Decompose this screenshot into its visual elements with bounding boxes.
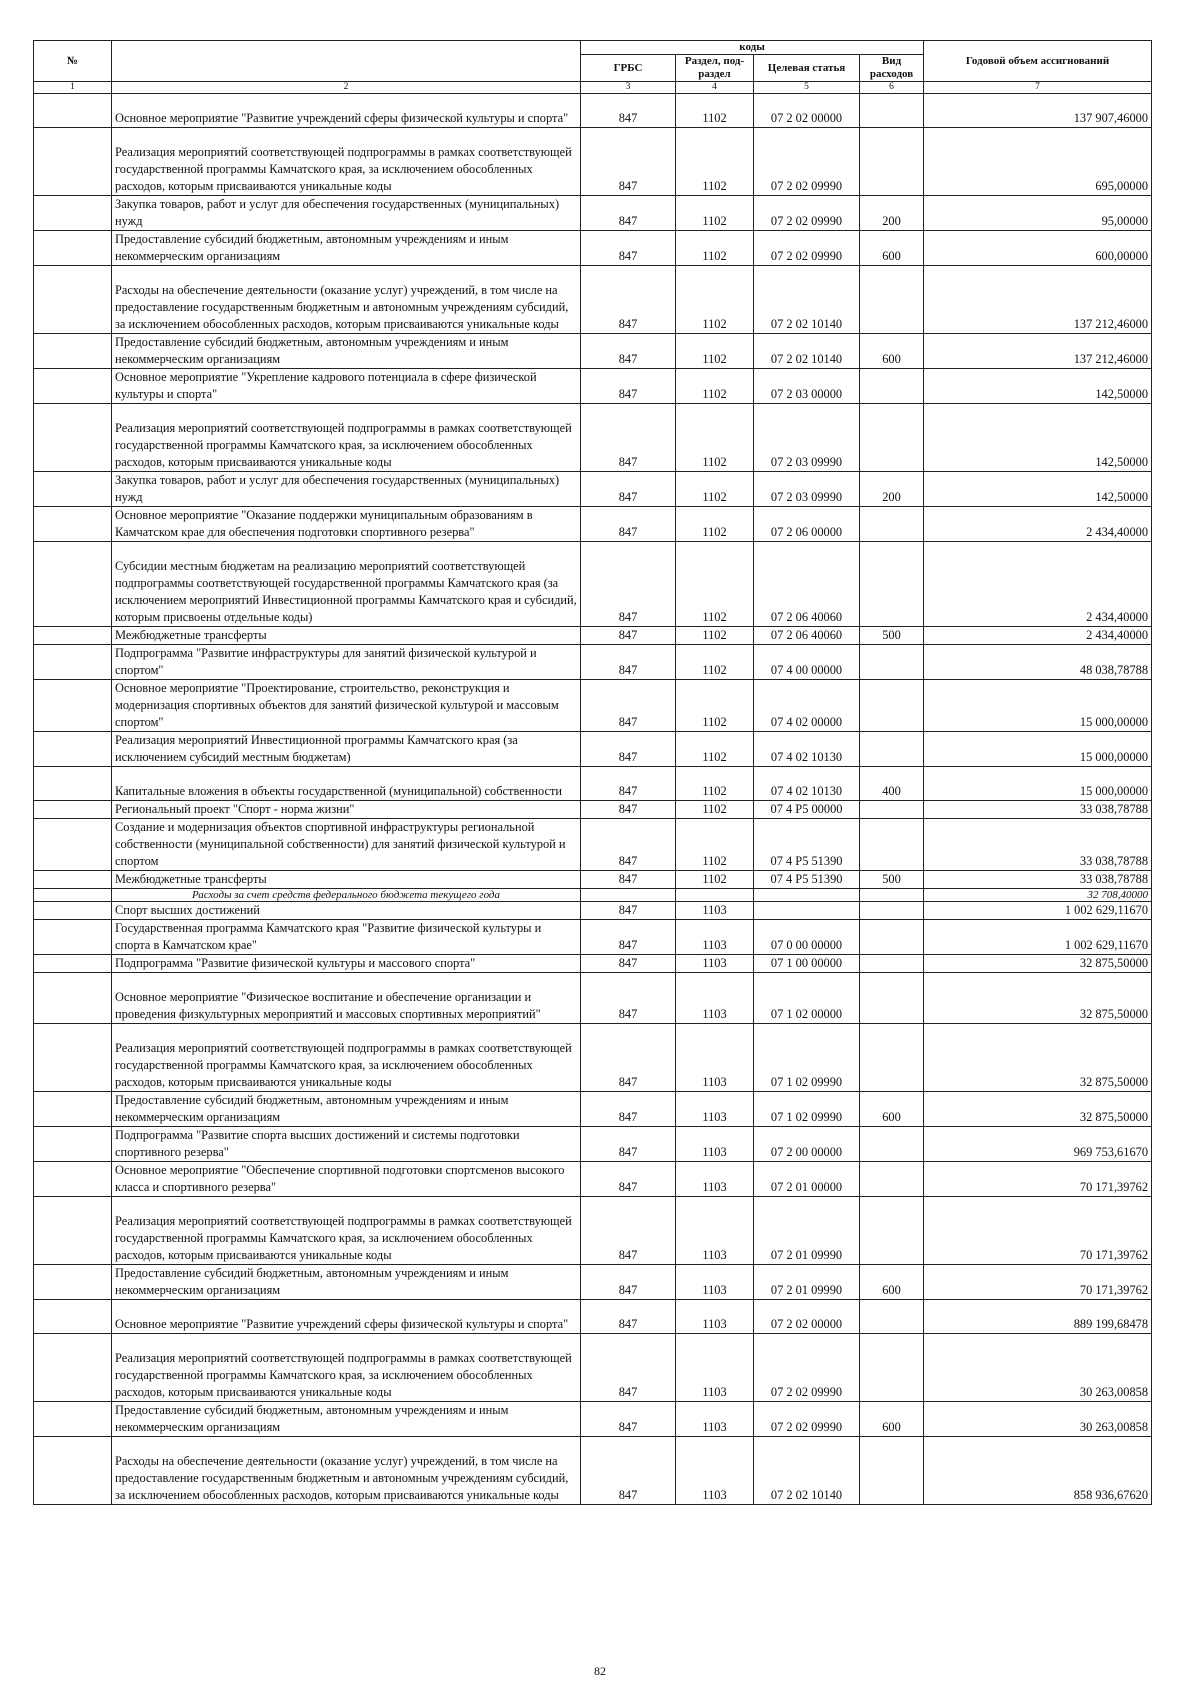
row-grbs: 847: [581, 542, 676, 627]
row-expense-type: [860, 955, 924, 973]
row-grbs: 847: [581, 1300, 676, 1334]
row-amount: 30 263,00858: [924, 1334, 1152, 1402]
row-expense-type: [860, 1162, 924, 1197]
row-section: 1103: [676, 1300, 754, 1334]
no-cell: [34, 767, 112, 801]
row-section: 1103: [676, 1437, 754, 1505]
row-target: 07 1 02 09990: [754, 1092, 860, 1127]
table-row: [34, 767, 1152, 801]
table-row: [34, 627, 1152, 645]
row-section: 1102: [676, 231, 754, 266]
row-target: 07 2 02 09990: [754, 196, 860, 231]
row-expense-type: [860, 94, 924, 128]
row-grbs: 847: [581, 680, 676, 732]
row-section: 1103: [676, 1334, 754, 1402]
row-expense-type: [860, 128, 924, 196]
table-row: [34, 920, 1152, 955]
row-grbs: 847: [581, 801, 676, 819]
row-grbs: [581, 889, 676, 902]
row-target: 07 2 02 10140: [754, 1437, 860, 1505]
row-name: Капитальные вложения в объекты государственной (муниципальной) собственности: [112, 767, 581, 801]
table-row: [34, 902, 1152, 920]
row-target: [754, 889, 860, 902]
column-numbers-row: [34, 82, 1152, 94]
no-cell: [34, 627, 112, 645]
row-name: Межбюджетные трансферты: [112, 871, 581, 889]
no-cell: [34, 889, 112, 902]
row-amount: 32 875,50000: [924, 973, 1152, 1024]
no-cell: [34, 902, 112, 920]
row-grbs: 847: [581, 369, 676, 404]
no-cell: [34, 507, 112, 542]
row-expense-type: [860, 902, 924, 920]
row-name: Закупка товаров, работ и услуг для обеспечения государственных (муниципальных) нужд: [112, 472, 581, 507]
row-name: Подпрограмма "Развитие спорта высших достижений и системы подготовки спортивного резерва": [112, 1127, 581, 1162]
row-target: 07 2 03 00000: [754, 369, 860, 404]
row-name: Предоставление субсидий бюджетным, автономным учреждениям и иным некоммерческим организациям: [112, 231, 581, 266]
row-section: 1103: [676, 1162, 754, 1197]
no-cell: [34, 542, 112, 627]
row-name: Основное мероприятие "Обеспечение спортивной подготовки спортсменов высокого класса и спортивного резерва": [112, 1162, 581, 1197]
row-section: 1103: [676, 955, 754, 973]
no-cell: [34, 369, 112, 404]
row-expense-type: [860, 1437, 924, 1505]
no-cell: [34, 801, 112, 819]
row-section: 1103: [676, 920, 754, 955]
row-grbs: 847: [581, 231, 676, 266]
table-row: [34, 196, 1152, 231]
row-expense-type: 600: [860, 231, 924, 266]
row-expense-type: [860, 369, 924, 404]
no-cell: [34, 472, 112, 507]
row-expense-type: [860, 732, 924, 767]
row-amount: 858 936,67620: [924, 1437, 1152, 1505]
no-cell: [34, 819, 112, 871]
row-section: 1103: [676, 1024, 754, 1092]
row-grbs: 847: [581, 94, 676, 128]
row-expense-type: 400: [860, 767, 924, 801]
row-expense-type: 600: [860, 1265, 924, 1300]
row-grbs: 847: [581, 1402, 676, 1437]
table-row: [34, 404, 1152, 472]
row-section: 1102: [676, 334, 754, 369]
row-name: Спорт высших достижений: [112, 902, 581, 920]
table-row: [34, 369, 1152, 404]
budget-sheet: [33, 40, 1151, 1614]
row-name: Подпрограмма "Развитие инфраструктуры для занятий физической культурой и спортом": [112, 645, 581, 680]
header-codes: коды: [581, 41, 924, 55]
row-expense-type: [860, 1024, 924, 1092]
row-section: 1102: [676, 196, 754, 231]
table-row: [34, 1162, 1152, 1197]
row-amount: 30 263,00858: [924, 1402, 1152, 1437]
row-amount: 137 907,46000: [924, 94, 1152, 128]
row-section: [676, 889, 754, 902]
row-expense-type: [860, 801, 924, 819]
no-cell: [34, 1092, 112, 1127]
table-row: [34, 1334, 1152, 1402]
row-grbs: 847: [581, 732, 676, 767]
row-name: Расходы за счет средств федерального бюджета текущего года: [112, 889, 581, 902]
row-name: Реализация мероприятий соответствующей подпрограммы в рамках соответствующей государственной программы Камчатского края, за исключением обособленных расходов, которым присваиваются уникальные коды: [112, 1334, 581, 1402]
row-expense-type: [860, 645, 924, 680]
row-name: Реализация мероприятий соответствующей подпрограммы в рамках соответствующей государственной программы Камчатского края, за исключением обособленных расходов, которым присваиваются уникальные коды: [112, 1024, 581, 1092]
row-target: 07 4 P5 00000: [754, 801, 860, 819]
column-number: 4: [676, 82, 754, 94]
row-amount: 2 434,40000: [924, 507, 1152, 542]
row-target: 07 2 01 09990: [754, 1197, 860, 1265]
row-target: 07 2 02 00000: [754, 1300, 860, 1334]
row-target: 07 2 06 40060: [754, 627, 860, 645]
row-expense-type: [860, 542, 924, 627]
row-name: Предоставление субсидий бюджетным, автономным учреждениям и иным некоммерческим организациям: [112, 334, 581, 369]
header-section: Раздел, под-раздел: [676, 55, 754, 82]
table-row: [34, 1024, 1152, 1092]
table-row: [34, 680, 1152, 732]
row-grbs: 847: [581, 128, 676, 196]
row-expense-type: [860, 1300, 924, 1334]
row-expense-type: 200: [860, 472, 924, 507]
row-expense-type: [860, 1197, 924, 1265]
column-number: 6: [860, 82, 924, 94]
row-expense-type: 600: [860, 1402, 924, 1437]
row-amount: 2 434,40000: [924, 542, 1152, 627]
table-row: [34, 1437, 1152, 1505]
table-row: [34, 542, 1152, 627]
header-annual: Годовой объем ассигнований: [924, 41, 1152, 82]
row-section: 1102: [676, 128, 754, 196]
row-section: 1102: [676, 767, 754, 801]
row-name: Реализация мероприятий соответствующей подпрограммы в рамках соответствующей государственной программы Камчатского края, за исключением обособленных расходов, которым присваиваются уникальные коды: [112, 1197, 581, 1265]
row-amount: 1 002 629,11670: [924, 920, 1152, 955]
row-target: 07 4 02 00000: [754, 680, 860, 732]
table-row: [34, 645, 1152, 680]
row-amount: 32 875,50000: [924, 955, 1152, 973]
table-row: [34, 472, 1152, 507]
row-amount: 95,00000: [924, 196, 1152, 231]
row-expense-type: [860, 507, 924, 542]
row-grbs: 847: [581, 334, 676, 369]
row-amount: 70 171,39762: [924, 1197, 1152, 1265]
row-target: 07 1 02 09990: [754, 1024, 860, 1092]
row-amount: 32 708,40000: [924, 889, 1152, 902]
no-cell: [34, 920, 112, 955]
row-section: 1103: [676, 1402, 754, 1437]
row-target: 07 2 02 09990: [754, 1334, 860, 1402]
no-cell: [34, 1300, 112, 1334]
row-grbs: 847: [581, 1265, 676, 1300]
row-section: 1102: [676, 801, 754, 819]
row-amount: 1 002 629,11670: [924, 902, 1152, 920]
row-target: 07 1 00 00000: [754, 955, 860, 973]
row-name: Основное мероприятие "Развитие учреждений сферы физической культуры и спорта": [112, 94, 581, 128]
table-row: [34, 1402, 1152, 1437]
row-name: Предоставление субсидий бюджетным, автономным учреждениям и иным некоммерческим организациям: [112, 1265, 581, 1300]
row-section: 1102: [676, 507, 754, 542]
row-name: Государственная программа Камчатского края "Развитие физической культуры и спорта в Камчатском крае": [112, 920, 581, 955]
column-number: 7: [924, 82, 1152, 94]
table-row: [34, 94, 1152, 128]
row-amount: 137 212,46000: [924, 266, 1152, 334]
row-section: 1103: [676, 1127, 754, 1162]
row-amount: 32 875,50000: [924, 1024, 1152, 1092]
row-grbs: 847: [581, 902, 676, 920]
row-target: 07 2 02 09990: [754, 1402, 860, 1437]
row-section: 1102: [676, 94, 754, 128]
row-name: Субсидии местным бюджетам на реализацию мероприятий соответствующей подпрограммы соответствующей государственной программы Камчатского края (за исключением мероприятий Инвестиционной программы Камчатского края и субсидий, которым присвоены отдельные коды): [112, 542, 581, 627]
table-row: [34, 507, 1152, 542]
row-section: 1102: [676, 627, 754, 645]
row-section: 1103: [676, 1092, 754, 1127]
no-cell: [34, 973, 112, 1024]
no-cell: [34, 1197, 112, 1265]
header-name: [112, 41, 581, 82]
row-amount: 70 171,39762: [924, 1265, 1152, 1300]
row-target: 07 0 00 00000: [754, 920, 860, 955]
row-expense-type: 600: [860, 334, 924, 369]
table-row: [34, 801, 1152, 819]
column-number: 3: [581, 82, 676, 94]
row-section: 1102: [676, 542, 754, 627]
row-name: Расходы на обеспечение деятельности (оказание услуг) учреждений, в том числе на предоставление государственным бюджетным и автономным учреждениям субсидий, за исключением обособленных расходов, которым присваиваются уникальные коды: [112, 1437, 581, 1505]
table-row: [34, 955, 1152, 973]
row-expense-type: 500: [860, 871, 924, 889]
row-amount: 142,50000: [924, 472, 1152, 507]
row-name: Предоставление субсидий бюджетным, автономным учреждениям и иным некоммерческим организациям: [112, 1092, 581, 1127]
row-expense-type: [860, 1334, 924, 1402]
row-grbs: 847: [581, 196, 676, 231]
row-grbs: 847: [581, 627, 676, 645]
row-name: Региональный проект "Спорт - норма жизни": [112, 801, 581, 819]
row-grbs: 847: [581, 955, 676, 973]
row-amount: 695,00000: [924, 128, 1152, 196]
no-cell: [34, 94, 112, 128]
no-cell: [34, 1127, 112, 1162]
row-expense-type: 600: [860, 1092, 924, 1127]
table-row: [34, 889, 1152, 902]
row-section: 1102: [676, 266, 754, 334]
row-amount: 48 038,78788: [924, 645, 1152, 680]
row-section: 1103: [676, 1197, 754, 1265]
row-target: 07 2 03 09990: [754, 472, 860, 507]
row-section: 1102: [676, 645, 754, 680]
row-amount: 2 434,40000: [924, 627, 1152, 645]
row-target: 07 2 02 09990: [754, 231, 860, 266]
row-target: 07 2 02 10140: [754, 266, 860, 334]
row-name: Расходы на обеспечение деятельности (оказание услуг) учреждений, в том числе на предоставление государственным бюджетным и автономным учреждениям субсидий, за исключением обособленных расходов, которым присваиваются уникальные коды: [112, 266, 581, 334]
row-amount: 15 000,00000: [924, 680, 1152, 732]
row-name: Реализация мероприятий соответствующей подпрограммы в рамках соответствующей государственной программы Камчатского края, за исключением обособленных расходов, которым присваиваются уникальные коды: [112, 404, 581, 472]
table-row: [34, 973, 1152, 1024]
row-grbs: 847: [581, 1024, 676, 1092]
no-cell: [34, 732, 112, 767]
row-expense-type: [860, 404, 924, 472]
no-cell: [34, 680, 112, 732]
no-cell: [34, 1334, 112, 1402]
row-name: Основное мероприятие "Проектирование, строительство, реконструкция и модернизация спортивных объектов для занятий физической культурой и массовым спортом": [112, 680, 581, 732]
row-amount: 889 199,68478: [924, 1300, 1152, 1334]
header-grbs: ГРБС: [581, 55, 676, 82]
row-name: Предоставление субсидий бюджетным, автономным учреждениям и иным некоммерческим организациям: [112, 1402, 581, 1437]
row-name: Подпрограмма "Развитие физической культуры и массового спорта": [112, 955, 581, 973]
no-cell: [34, 128, 112, 196]
row-target: 07 4 00 00000: [754, 645, 860, 680]
table-row: [34, 128, 1152, 196]
page-number: 82: [594, 1664, 606, 1678]
header-target: Целевая статья: [754, 55, 860, 82]
row-target: 07 4 P5 51390: [754, 819, 860, 871]
column-number: 5: [754, 82, 860, 94]
row-target: 07 2 02 10140: [754, 334, 860, 369]
row-target: 07 2 06 00000: [754, 507, 860, 542]
row-expense-type: [860, 819, 924, 871]
row-grbs: 847: [581, 920, 676, 955]
row-grbs: 847: [581, 1334, 676, 1402]
row-expense-type: [860, 889, 924, 902]
row-name: Основное мероприятие "Оказание поддержки муниципальным образованиям в Камчатском крае для обеспечения подготовки спортивного резерва": [112, 507, 581, 542]
row-target: 07 1 02 00000: [754, 973, 860, 1024]
row-name: Межбюджетные трансферты: [112, 627, 581, 645]
row-section: 1102: [676, 819, 754, 871]
no-cell: [34, 334, 112, 369]
row-section: 1102: [676, 369, 754, 404]
row-section: 1103: [676, 1265, 754, 1300]
row-grbs: 847: [581, 1197, 676, 1265]
row-amount: 969 753,61670: [924, 1127, 1152, 1162]
row-section: 1102: [676, 871, 754, 889]
row-grbs: 847: [581, 1092, 676, 1127]
no-cell: [34, 1265, 112, 1300]
row-expense-type: [860, 973, 924, 1024]
table-row: [34, 1265, 1152, 1300]
no-cell: [34, 1162, 112, 1197]
row-grbs: 847: [581, 1162, 676, 1197]
row-grbs: 847: [581, 767, 676, 801]
table-row: [34, 871, 1152, 889]
row-target: 07 2 03 09990: [754, 404, 860, 472]
row-target: 07 2 01 00000: [754, 1162, 860, 1197]
row-name: Основное мероприятие "Укрепление кадрового потенциала в сфере физической культуры и спорта": [112, 369, 581, 404]
row-amount: 70 171,39762: [924, 1162, 1152, 1197]
row-amount: 32 875,50000: [924, 1092, 1152, 1127]
row-section: 1102: [676, 680, 754, 732]
row-target: 07 2 01 09990: [754, 1265, 860, 1300]
row-amount: 33 038,78788: [924, 801, 1152, 819]
row-target: 07 4 02 10130: [754, 767, 860, 801]
row-expense-type: [860, 266, 924, 334]
table-row: [34, 732, 1152, 767]
row-expense-type: 200: [860, 196, 924, 231]
header-expense-type: Вид расходов: [860, 55, 924, 82]
row-target: 07 4 02 10130: [754, 732, 860, 767]
row-grbs: 847: [581, 1437, 676, 1505]
no-cell: [34, 1402, 112, 1437]
row-grbs: 847: [581, 819, 676, 871]
row-name: Реализация мероприятий Инвестиционной программы Камчатского края (за исключением субсидий местным бюджетам): [112, 732, 581, 767]
row-section: 1102: [676, 404, 754, 472]
row-amount: 33 038,78788: [924, 819, 1152, 871]
row-name: Основное мероприятие "Физическое воспитание и обеспечение организации и проведения физкультурных мероприятий и массовых спортивных мероприятий": [112, 973, 581, 1024]
row-amount: 15 000,00000: [924, 767, 1152, 801]
table-row: [34, 1092, 1152, 1127]
table-row: [34, 266, 1152, 334]
table-body: [34, 94, 1152, 1505]
row-name: Закупка товаров, работ и услуг для обеспечения государственных (муниципальных) нужд: [112, 196, 581, 231]
budget-table: [33, 40, 1152, 1505]
row-grbs: 847: [581, 871, 676, 889]
row-amount: 142,50000: [924, 369, 1152, 404]
row-amount: 137 212,46000: [924, 334, 1152, 369]
row-amount: 142,50000: [924, 404, 1152, 472]
row-name: Основное мероприятие "Развитие учреждений сферы физической культуры и спорта": [112, 1300, 581, 1334]
column-number: 1: [34, 82, 112, 94]
row-name: Создание и модернизация объектов спортивной инфраструктуры региональной собственности (муниципальной собственности) для занятий физической культурой и спортом: [112, 819, 581, 871]
no-cell: [34, 645, 112, 680]
row-grbs: 847: [581, 1127, 676, 1162]
row-target: 07 2 00 00000: [754, 1127, 860, 1162]
no-cell: [34, 404, 112, 472]
row-target: 07 2 06 40060: [754, 542, 860, 627]
column-number: 2: [112, 82, 581, 94]
no-cell: [34, 231, 112, 266]
row-target: 07 2 02 09990: [754, 128, 860, 196]
table-row: [34, 334, 1152, 369]
row-grbs: 847: [581, 507, 676, 542]
table-row: [34, 231, 1152, 266]
row-amount: 15 000,00000: [924, 732, 1152, 767]
row-target: [754, 902, 860, 920]
table-row: [34, 819, 1152, 871]
table-row: [34, 1197, 1152, 1265]
row-grbs: 847: [581, 973, 676, 1024]
no-cell: [34, 1024, 112, 1092]
row-section: 1102: [676, 732, 754, 767]
row-expense-type: [860, 920, 924, 955]
row-section: 1103: [676, 973, 754, 1024]
no-cell: [34, 1437, 112, 1505]
row-grbs: 847: [581, 645, 676, 680]
row-grbs: 847: [581, 472, 676, 507]
row-expense-type: [860, 1127, 924, 1162]
row-target: 07 2 02 00000: [754, 94, 860, 128]
row-section: 1103: [676, 902, 754, 920]
row-section: 1102: [676, 472, 754, 507]
table-row: [34, 1127, 1152, 1162]
row-grbs: 847: [581, 266, 676, 334]
row-expense-type: 500: [860, 627, 924, 645]
header-no: №: [34, 41, 112, 82]
row-target: 07 4 P5 51390: [754, 871, 860, 889]
table-row: [34, 1300, 1152, 1334]
no-cell: [34, 196, 112, 231]
row-grbs: 847: [581, 404, 676, 472]
no-cell: [34, 266, 112, 334]
row-amount: 600,00000: [924, 231, 1152, 266]
row-expense-type: [860, 680, 924, 732]
no-cell: [34, 955, 112, 973]
no-cell: [34, 871, 112, 889]
row-amount: 33 038,78788: [924, 871, 1152, 889]
row-name: Реализация мероприятий соответствующей подпрограммы в рамках соответствующей государственной программы Камчатского края, за исключением обособленных расходов, которым присваиваются уникальные коды: [112, 128, 581, 196]
